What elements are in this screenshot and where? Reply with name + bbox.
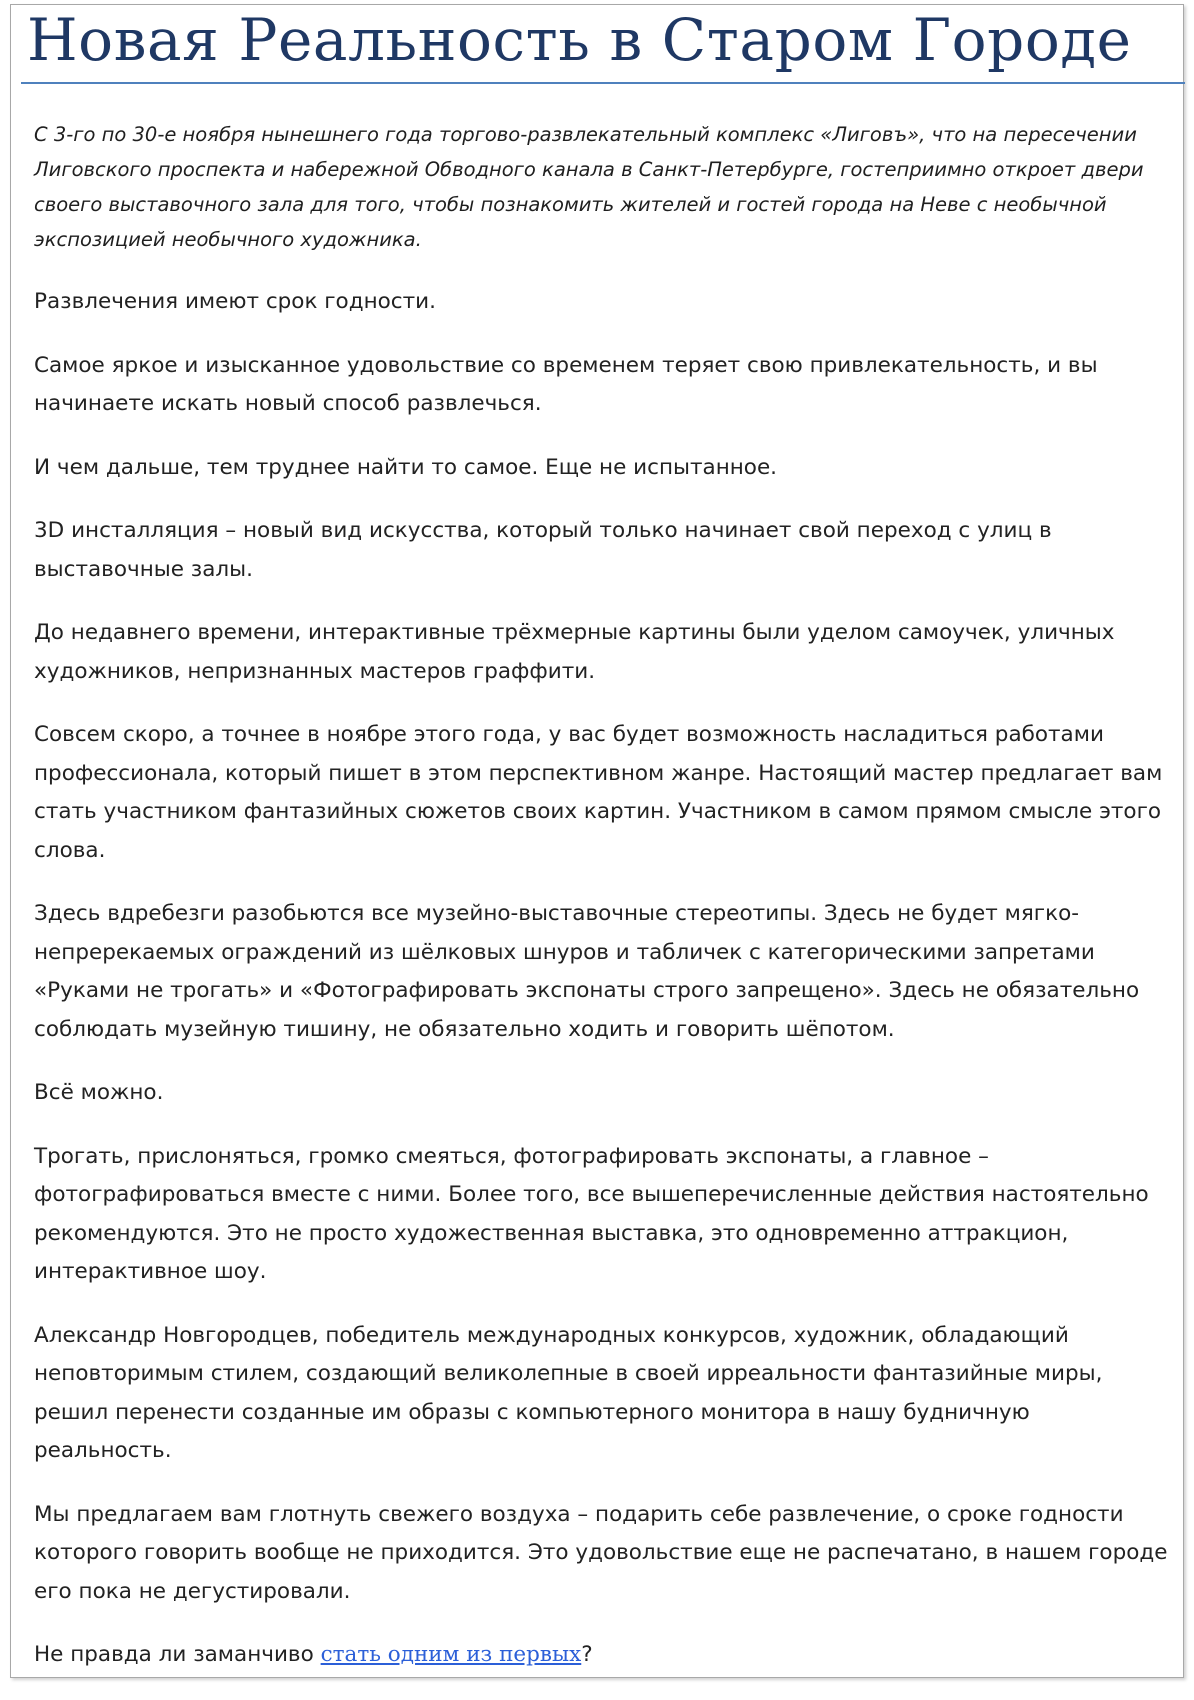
article-frame: [10, 4, 1184, 1678]
intro-paragraph: С 3-го по 30-е ноября нынешнего года торгово-развлекательный комплекс «Лиговъ», что на пересечении Лиговского проспекта и набережной Обводного канала в Санкт-Петербурге, гостеприимно откроет двери своего выставочного зала для того, чтобы познакомить жителей и гостей города на Неве с необычной экспозицией необычного художника.: [34, 123, 1144, 251]
paragraph-3: И чем дальше, тем труднее найти то самое. Еще не испытанное.: [34, 454, 778, 480]
cta-paragraph: [34, 1636, 1174, 1675]
paragraph-5: До недавнего времени, интерактивные трёхмерные картины были уделом самоучек, уличных художников, непризнанных мастеров граффити.: [34, 620, 1115, 684]
cta-prefix: Не правда ли заманчиво: [34, 1642, 321, 1667]
paragraph-7: Здесь вдребезги разобьются все музейно-выставочные стереотипы. Здесь не будет мягко-непререкаемых ограждений из шёлковых шнуров и табличек с категорическими запретами «Руками не трогать» и «Фотографировать экспонаты строго запрещено». Здесь не обязательно соблюдать музейную тишину, не обязательно ходить и говорить шёпотом.: [34, 901, 1140, 1042]
be-first-link[interactable]: стать одним из первых: [320, 1642, 582, 1667]
page-title: Новая Реальность в Старом Городе: [27, 6, 1132, 74]
paragraph-10: Александр Новгородцев, победитель международных конкурсов, художник, обладающий неповторимым стилем, создающий великолепные в своей ирреальности фантазийные миры, решил перенести созданные им образы с компьютерного монитора в нашу будничную реальность.: [34, 1322, 1103, 1463]
paragraph-8: Всё можно.: [34, 1080, 164, 1105]
paragraph-11: Мы предлагаем вам глотнуть свежего воздуха – подарить себе развлечение, о сроке годности которого говорить вообще не приходится. Это удовольствие еще не распечатано, в нашем городе его пока не дегустировали.: [34, 1501, 1168, 1604]
article-body: [34, 117, 1174, 1700]
paragraph-9: Трогать, прислоняться, громко смеяться, фотографировать экспонаты, а главное – фотографироваться вместе с ними. Более того, все вышеперечисленные действия настоятельно рекомендуются. Это не просто художественная выставка, это одновременно аттракцион, интерактивное шоу.: [34, 1143, 1149, 1284]
cta-suffix: ?: [581, 1642, 593, 1667]
title-divider: [21, 82, 1185, 84]
paragraph-4: 3D инсталляция – новый вид искусства, который только начинает свой переход с улиц в выставочные залы.: [34, 518, 1052, 582]
paragraph-6: Совсем скоро, а точнее в ноябре этого года, у вас будет возможность насладиться работами профессионала, который пишет в этом перспективном жанре. Настоящий мастер предлагает вам стать участником фантазийных сюжетов своих картин. Участником в самом прямом смысле этого слова.: [34, 722, 1163, 863]
paragraph-1: Развлечения имеют срок годности.: [34, 289, 436, 314]
paragraph-2: Самое яркое и изысканное удовольствие со временем теряет свою привлекательность, и вы начинаете искать новый способ развлечься.: [34, 352, 1098, 416]
